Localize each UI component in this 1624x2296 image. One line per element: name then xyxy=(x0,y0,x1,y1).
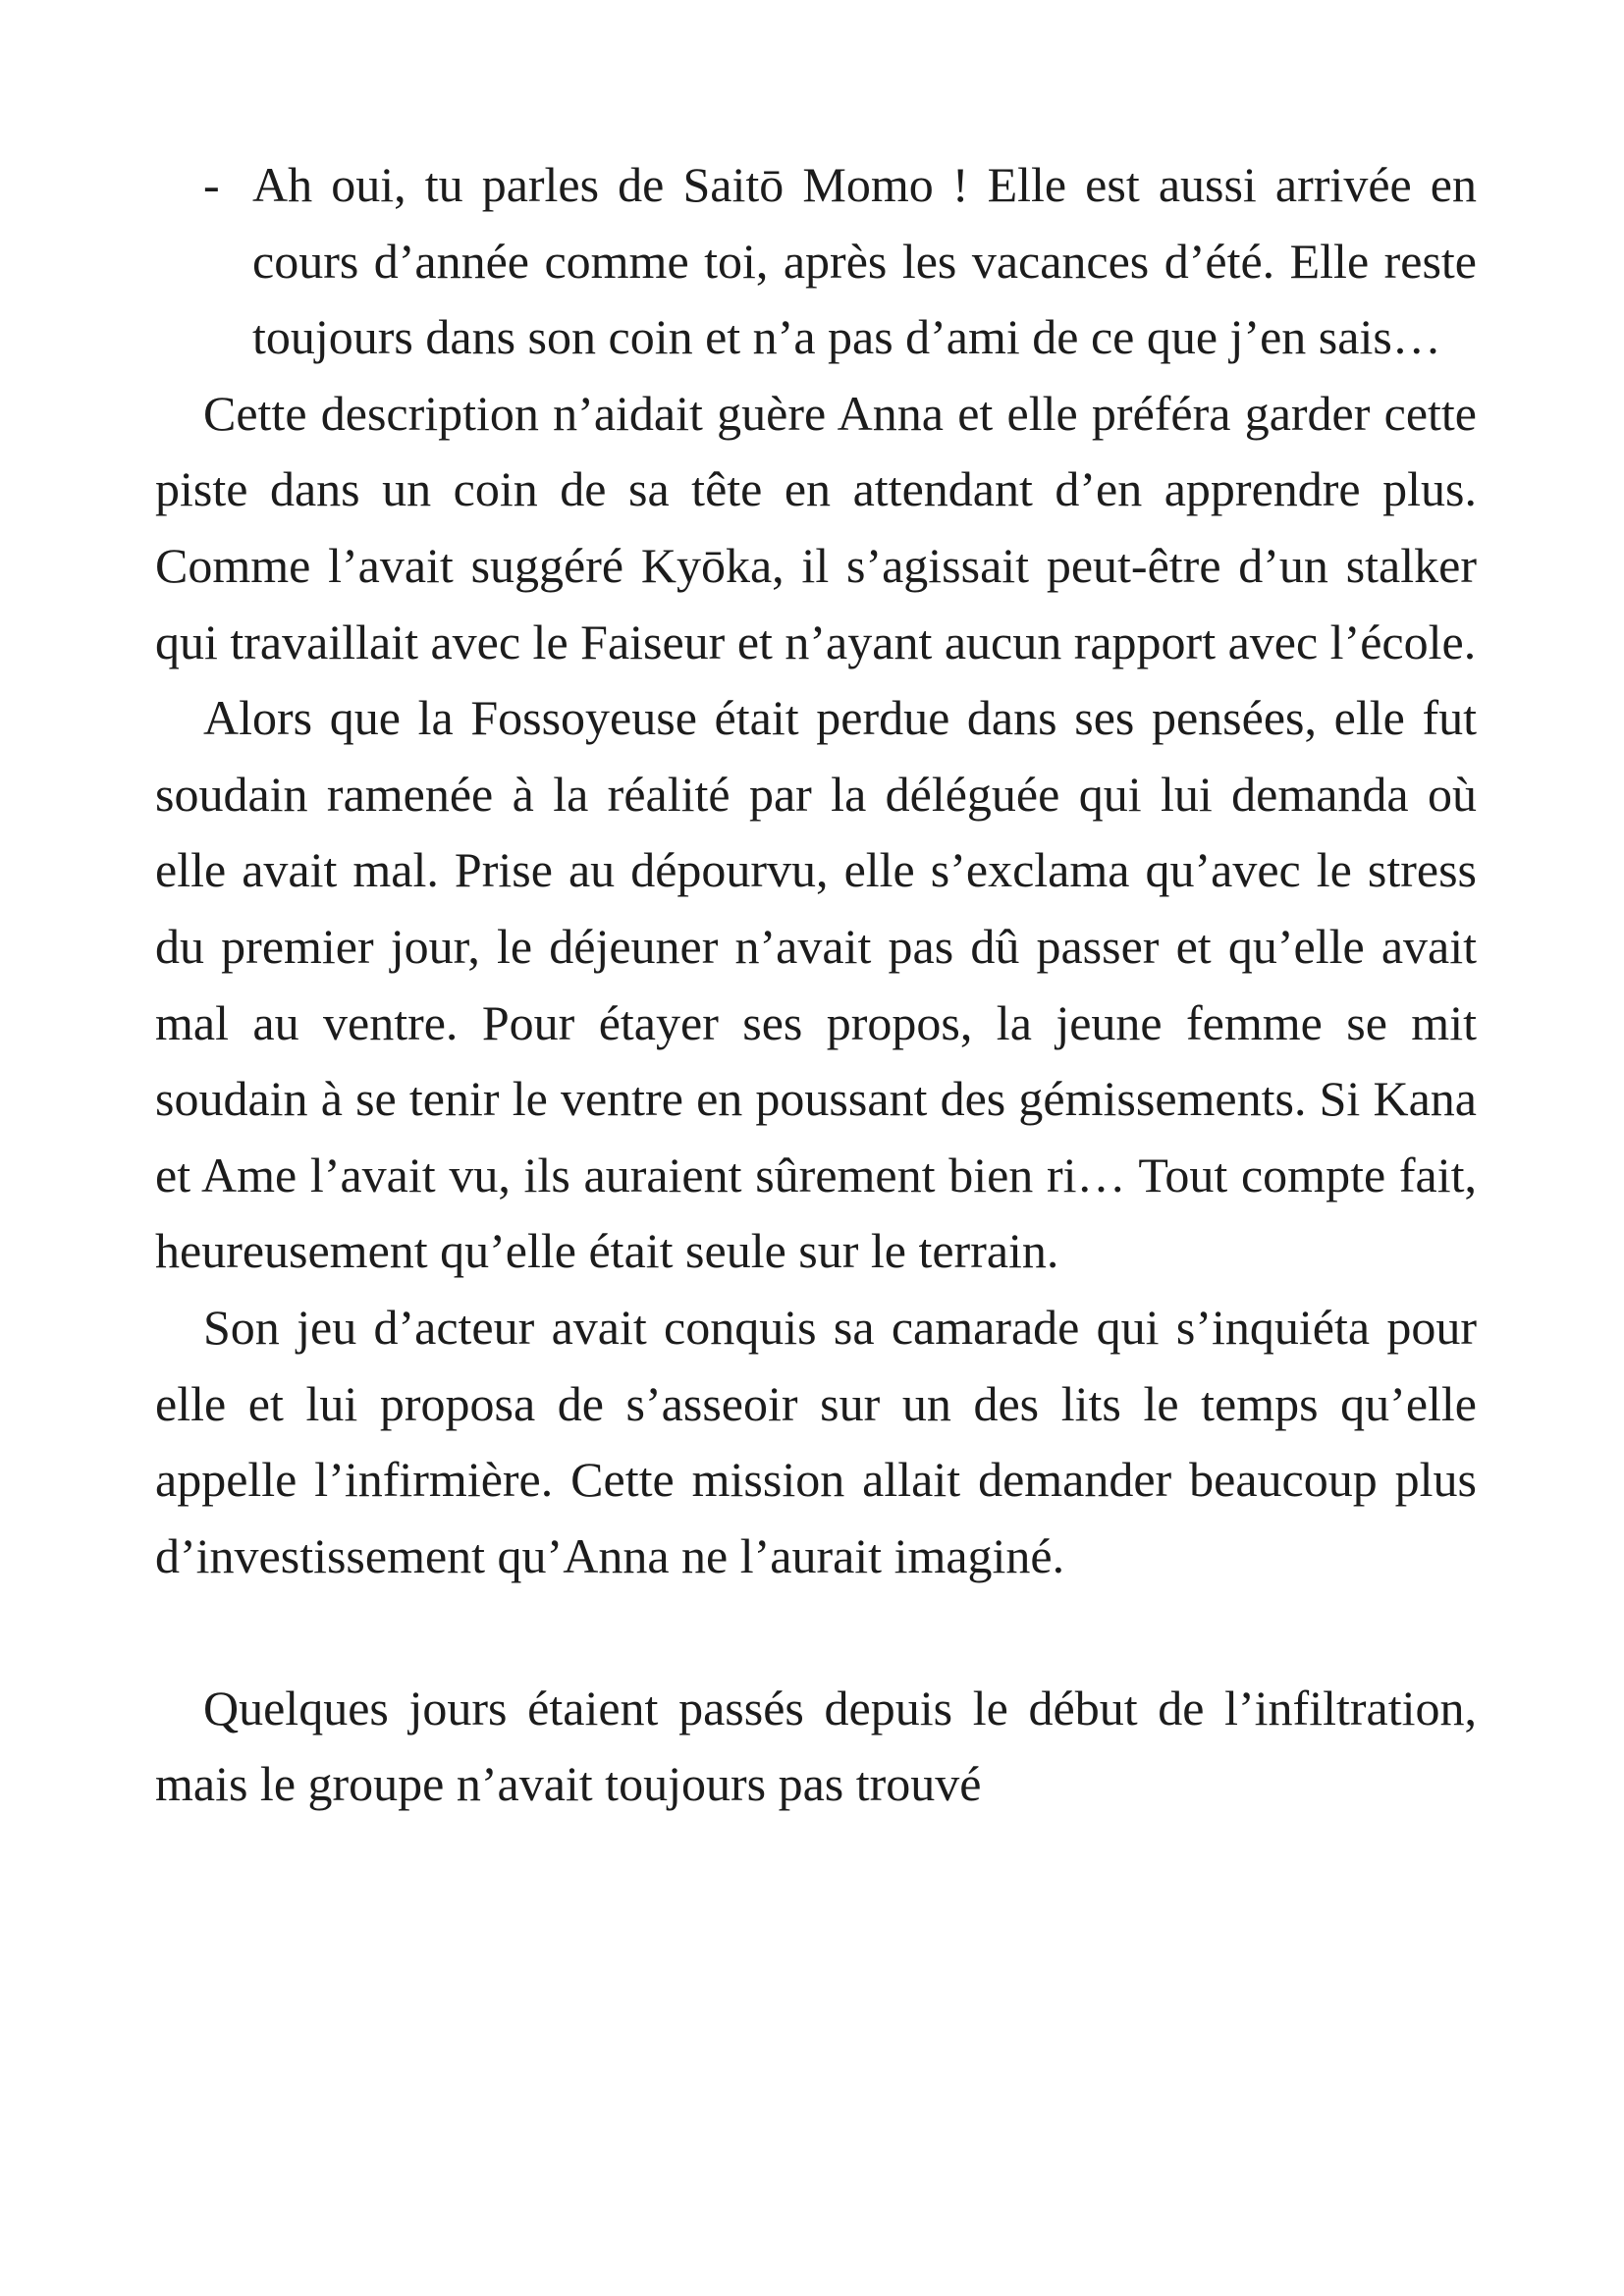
page-body xyxy=(155,147,1477,1823)
dialogue-line xyxy=(155,147,1477,376)
paragraph-2: Alors que la Fossoyeuse était perdue dans ses pensées, elle fut soudain ramenée à la réalité par la déléguée qui lui demanda où elle avait mal. Prise au dépourvu, elle s’exclama qu’avec le stress du premier jour, le déjeuner n’avait pas dû passer et qu’elle avait mal au ventre. Pour étayer ses propos, la jeune femme se mit soudain à se tenir le ventre en poussant des gémissements. Si Kana et Ame l’avait vu, ils auraient sûrement bien ri… Tout compte fait, heureusement qu’elle était seule sur le terrain. xyxy=(155,690,1477,1279)
dialogue-dash: - xyxy=(203,157,220,212)
paragraph-3: Son jeu d’acteur avait conquis sa camarade qui s’inquiéta pour elle et lui proposa de s’asseoir sur un des lits le temps qu’elle appelle l’infirmière. Cette mission allait demander beaucoup plus d’investissement qu’Anna ne l’aurait imaginé. xyxy=(155,1299,1477,1583)
paragraph-4: Quelques jours étaient passés depuis le début de l’infiltration, mais le groupe n’avait toujours pas trouvé xyxy=(155,1680,1477,1812)
paragraph-1: Cette description n’aidait guère Anna et elle préféra garder cette piste dans un coin de sa tête en attendant d’en apprendre plus. Comme l’avait suggéré Kyōka, il s’agissait peut-être d’un stalker qui travaillait avec le Faiseur et n’ayant aucun rapport avec l’école. xyxy=(155,385,1477,669)
scene-break xyxy=(155,1594,1477,1671)
dialogue-text: Ah oui, tu parles de Saitō Momo ! Elle est aussi arrivée en cours d’année comme toi, après les vacances d’été. Elle reste toujours dans son coin et n’a pas d’ami de ce que j’en sais… xyxy=(252,157,1477,365)
